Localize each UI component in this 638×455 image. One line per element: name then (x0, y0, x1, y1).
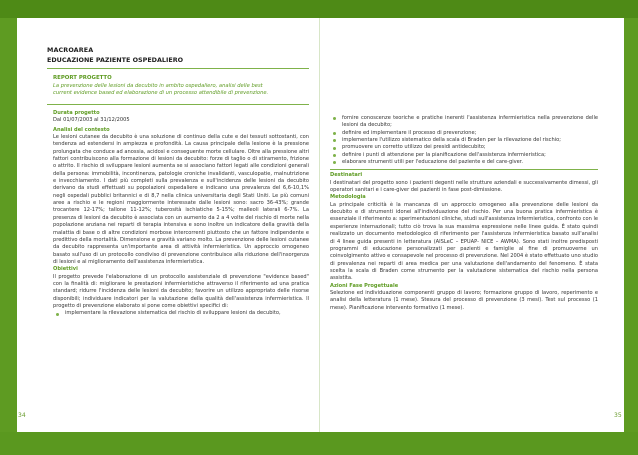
context-text: Le lesioni cutanee da decubito è una soluzione di continuo della cute e dei tessuti sottostanti, con tendenza ad estendersi in ampiezza e profondità. La causa principale della lesione è la pressione prolungata che conduce ad anossia, acidosi e conseguente morte cellulare. Oltre alla pressione altri fattori contribuiscono alla formazione di lesioni da decubito: forze di taglio o di stiramento, frizione o attrito. Il rischio di sviluppare lesioni aumenta se si associano fattori legati alle condizioni generali della persona: immobilità, incontinenza, patologie croniche invalidanti, vasculopatie, malnutrizione e invecchiamento. I dati più completi sulla prevalenza e sull'incidenza delle lesioni da decubito derivano da studi effettuati su popolazioni ospedaliere e indicano una prevalenza del 6,6-10,1% negli ospedali pubblici britannici e di 8,7 nella clinica universitaria degli Stati Uniti. Le più comuni aree a rischio e le regioni maggiormente interessate dalle lesioni sono: sacro 36-43%; grande trocantere 12-17%; tallone 11-12%; tuberosità ischiatiche 5-15%; malleoli laterali 6-7%. La presenza di lesioni da decubito è associata con un aumento da 2 a 4 volte del rischio di morte nella popolazione anziana nei reparti di terapia intensiva e sono inoltre un indicatore della gravità della malattia di base o di altre condizioni morbose intercorrenti piuttosto che un fattore indipendente e predittivo della mortalità. Dimensione e gravità variano molto. La prevenzione delle lesioni cutanee da decubito rappresenta un'importante area di attività infermieristica. Un approccio omogeneo basato sull'uso di un protocollo condiviso di prevenzione contribuisce alla riduzione dell'insorgenza di lesioni e al miglioramento dell'assistenza infermieristica. (53, 134, 309, 265)
page-title: EDUCAZIONE PAZIENTE OSPEDALIERO (47, 56, 184, 64)
list-item: promuovere un corretto utilizzo dei presidi antidecubito; (330, 144, 598, 151)
left-column (53, 110, 309, 318)
phases-text: Selezione ed individuazione componenti gruppo di lavoro; formazione gruppo di lavoro, reperimento e analisi della letteratura (1 mese). Stesura del processo di prevenzione (3 mesi). Test sul processo (1 mese). Pianificazione intervento formativo (1 mese). (330, 289, 598, 311)
list-item: implementare la rilevazione sistematica del rischio di sviluppare lesioni da decubito, (53, 310, 309, 317)
report-subtitle-line: La prevenzione delle lesioni da decubito in ambito ospedaliero, analisi delle best (53, 83, 263, 89)
macroarea-label: MACROAREA (47, 46, 94, 54)
context-heading: Analisi del contesto (53, 126, 110, 133)
duration-value: Dal 01/07/2003 al 31/12/2005 (53, 117, 130, 124)
list-item: elaborare strumenti utili per l'educazione del paziente e del care-giver. (330, 159, 598, 166)
recipients-text: I destinatari del progetto sono i pazienti degenti nelle strutture aziendali e successivamente dimessi, gli operatori sanitari e i care-giver dei pazienti in fase post-dimissione. (330, 179, 598, 194)
phases-heading: Azioni Fase Progettuale (330, 282, 399, 289)
objectives-list (53, 310, 309, 317)
list-item: fornire conoscenze teoriche e pratiche inerenti l'assistenza infermieristica nella prevenzione delle lesioni da decubito; (330, 115, 598, 130)
bottom-band (0, 432, 638, 455)
list-item: definire i punti di attenzione per la pianificazione dell'assistenza infermieristica; (330, 152, 598, 159)
report-subtitle-line: current evidence based ed elaborazione di un processo attendibile di prevenzione. (53, 90, 269, 97)
section-header (47, 46, 309, 64)
objectives-heading: Obiettivi (53, 266, 78, 273)
top-band (0, 0, 638, 18)
column-divider (330, 169, 598, 170)
report-label: REPORT PROGETTO (53, 75, 112, 81)
list-item: implementare l'utilizzo sistematico della scala di Braden per la rilevazione del rischio; (330, 137, 598, 144)
report-subtitle (53, 83, 308, 97)
objectives-list-continued (330, 115, 598, 166)
page-number-right: 35 (614, 412, 622, 419)
header-divider (47, 68, 309, 69)
page-number-left: 34 (18, 412, 26, 419)
list-item: definire ed implementare il processo di prevenzione; (330, 130, 598, 137)
report-divider (47, 104, 309, 105)
method-heading: Metodologia (330, 194, 366, 201)
right-column (330, 115, 598, 312)
recipients-heading: Destinatari (330, 172, 363, 179)
objectives-text: Il progetto prevede l'elaborazione di un protocollo assistenziale di prevenzione "evidence based" con la finalità di: migliorare le prestazioni infermieristiche attraverso il riferimento ad una pratica standard; ridurre l'incidenza delle lesioni da decubito; favorire un utilizzo appropriato delle risorse disponibili; individuare indicatori per la valutazione della qualità dell'assistenza infermieristica. Il progetto di prevenzione elaborato si pone come obiettivi specifici di: (53, 273, 309, 309)
page-spine (319, 18, 320, 432)
duration-heading: Durata progetto (53, 110, 100, 116)
method-text: La principale criticità è la mancanza di un approccio omogeneo alla prevenzione delle lesioni da decubito e di strumenti idonei all'individuazione del rischio. Per una buona pratica infermieristica è essenziale il riferimento a: sperimentazioni cliniche, studi sull'assistenza infermieristica, confronto con le esperienze internazionali; tutto ciò trova la sua massima espressione nelle linee guida. È stato quindi realizzato un documento metodologico di riferimento per l'assistenza infermieristica basato sull'analisi di 4 linee guida presenti in letteratura (AISLeC – EPUAP- NICE – AWMA). Sono stati inoltre predisposti programmi di educazione personalizzati per pazienti e famiglie al fine di promuoverne un coinvolgimento attivo e consapevole nel processo di prevenzione. Nel 2004 è stato effettuato uno studio di prevalenza nei reparti di area medica per una valutazione dell'andamento del fenomeno. È stata scelta la scala di Braden come strumento per la valutazione sistematica del rischio nella persona assistita. (330, 201, 598, 282)
